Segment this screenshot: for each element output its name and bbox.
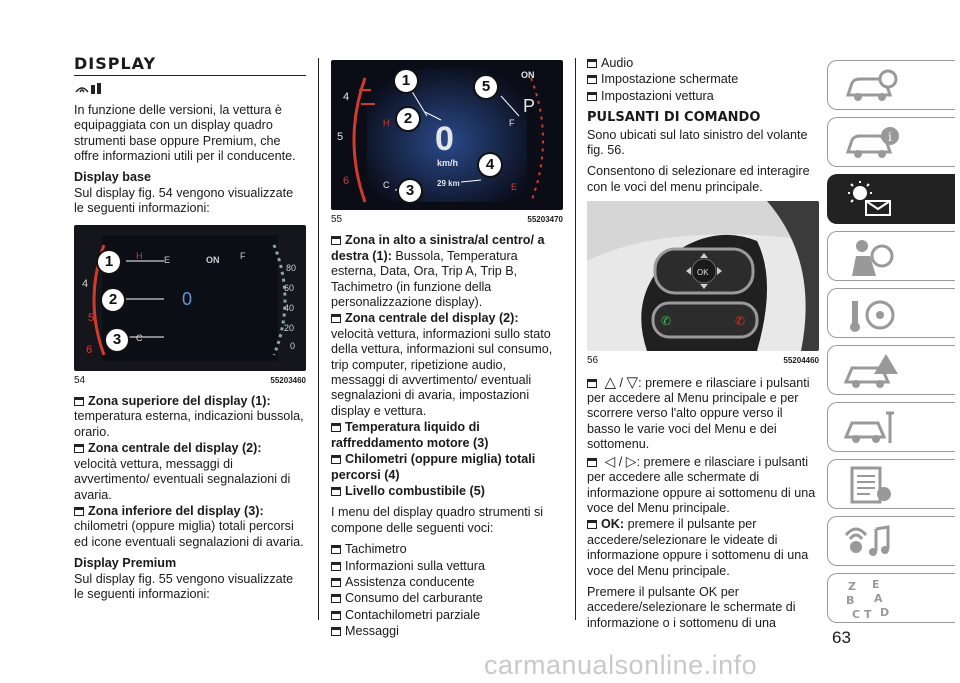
fig55-marker-2: 2: [395, 106, 421, 132]
zone-item-5: Livello combustibile (5): [331, 484, 563, 499]
zone-item-2: Zona centrale del display (2): velocità vettura, informazioni sullo stato della vettura, informazioni sul consumo, trip computer, ripetizione audio, messaggi di avvertimento/ eventuali segnalazioni di avaria, impostazioni display e vettura.: [331, 311, 553, 418]
menu-item: Contachilometri parziale: [331, 608, 563, 623]
svg-text:✆: ✆: [735, 314, 746, 329]
bullet-icon: [331, 594, 341, 603]
column-divider: [318, 58, 319, 620]
fig55-label-h: H: [383, 118, 390, 128]
zone-item-1: Zona in alto a sinistra/al centro/ a destra (1): Bussola, Temperatura esterna, Data, Ora, Trip A, Trip B, Tachimetro (in funzione della personalizzazione display).: [331, 233, 545, 310]
menu-intro: I menu del display quadro strumenti si compone delle seguenti voci:: [331, 505, 544, 535]
button-item-ok: OK: premere il pulsante per accedere/selezionare le videate di informazione oppure i sottomenu di una voce del Menu principale.: [587, 517, 809, 578]
ok-button: OK: [697, 268, 709, 278]
column-divider: [575, 58, 576, 620]
fig55-marker-3: 3: [397, 178, 423, 204]
figure-55-number: 55: [331, 214, 343, 225]
zone-item-2: Zona centrale del display (2): velocità vettura, messaggi di avvertimento/ eventuali segnalazioni di avaria.: [74, 441, 291, 502]
fig55-speed: 0: [435, 120, 454, 158]
key-steering-icon: [842, 293, 902, 335]
fig55-rpm-5: 5: [337, 131, 344, 143]
figure-54: [74, 225, 306, 371]
svg-text:C: C: [852, 608, 861, 620]
tab-key-steering[interactable]: [827, 288, 955, 338]
arrow-right-icon: ▷: [625, 452, 637, 469]
version-icon: [74, 82, 306, 100]
zone-item-1: Zona superiore del display (1): temperatura esterna, indicazioni bussola, orario.: [74, 394, 304, 439]
fig54-marker-2: 2: [100, 287, 126, 313]
tab-car-warning[interactable]: [827, 345, 955, 395]
fig54-rpm-6: 6: [86, 343, 93, 356]
bullet-icon: [587, 92, 597, 101]
figure-56-code: 55204460: [783, 356, 819, 366]
column-left: [74, 56, 306, 608]
index-icon: [842, 578, 902, 620]
seatbelt-airbag-icon: [842, 236, 902, 278]
light-message-icon: [842, 179, 902, 221]
buttons-location-text: Sono ubicati sul lato sinistro del volante fig. 56.: [587, 127, 808, 158]
base-text: Sul display fig. 54 vengono visualizzate le seguenti informazioni:: [74, 185, 294, 216]
tab-car-service[interactable]: [827, 402, 955, 452]
fig54-gauge-60: 60: [284, 282, 295, 293]
arrow-left-icon: ◁: [604, 452, 616, 469]
car-search-icon: [842, 65, 902, 107]
menu-item: Assistenza conducente: [331, 575, 563, 590]
base-heading: Display base: [74, 170, 152, 185]
page-number: 63: [832, 628, 851, 647]
figure-56-number: 56: [587, 355, 599, 367]
fig55-label-c: C: [383, 180, 390, 190]
figure-54-code: 55203460: [270, 375, 306, 385]
menu-item: Audio: [587, 56, 819, 71]
bullet-icon: [331, 545, 341, 554]
bullet-icon: [587, 458, 597, 467]
menu-item: Informazioni sulla vettura: [331, 559, 563, 574]
figure-55-code: 55203470: [527, 215, 563, 224]
svg-text:E: E: [872, 578, 880, 591]
fig54-label-f: F: [240, 250, 246, 261]
bullet-icon: [331, 423, 341, 432]
fig55-label-f: F: [509, 118, 515, 128]
figure-55-caption: [331, 212, 563, 227]
fig55-speed-unit: km/h: [437, 158, 459, 168]
tab-media[interactable]: [827, 516, 955, 566]
tab-light-message[interactable]: [827, 174, 955, 224]
fig54-rpm-5: 5: [88, 311, 95, 324]
car-warning-icon: [842, 350, 902, 392]
fig54-gauge-80: 80: [286, 262, 297, 273]
bullet-icon: [331, 487, 341, 496]
fig54-label-on: ON: [206, 254, 220, 265]
button-item-updown: △ / ▽: premere e rilasciare i pulsanti per accedere al Menu principale e per scorrere verso l'alto oppure verso il basso le varie voci del Menu e dei sottomenu.: [587, 373, 810, 452]
fig54-rpm-4: 4: [82, 277, 89, 290]
fig55-rpm-6: 6: [343, 175, 350, 187]
premium-text: Sul display fig. 55 vengono visualizzate le seguenti informazioni:: [74, 571, 294, 601]
figure-56: [587, 201, 819, 351]
media-icon: [842, 521, 902, 563]
figure-54-caption: [74, 373, 306, 388]
menu-item: Messaggi: [331, 624, 563, 639]
fig55-label-on: ON: [521, 70, 535, 80]
tab-car-info[interactable]: [827, 117, 955, 167]
fig54-marker-1: 1: [96, 249, 122, 275]
zone-item-3: Zona inferiore del display (3): chilometri (oppure miglia) totali percorsi ed icone eventuali segnalazioni di avaria.: [74, 503, 304, 549]
button-item-leftright: ◁ / ▷: premere e rilasciare i pulsanti per accedere alle schermate di informazione oppure ai sottomenu di una voce del Menu principale.: [587, 452, 816, 515]
car-service-icon: [842, 407, 902, 449]
ok-instruction-text: Premere il pulsante OK per accedere/selezionare le schermate di informazione o i sottomenu di una: [587, 584, 796, 630]
buttons-purpose-text: Consentono di selezionare ed interagire con le voci del menu principale.: [587, 164, 810, 194]
svg-text:✆: ✆: [661, 314, 672, 329]
svg-text:T: T: [864, 608, 872, 620]
intro-text: In funzione delle versioni, la vettura è equipaggiata con un display quadro strumenti base oppure Premium, che offre informazioni utili per il conducente.: [74, 102, 296, 164]
fig54-marker-3: 3: [104, 327, 130, 353]
bullet-icon: [331, 236, 341, 245]
fig55-rpm-4: 4: [343, 91, 350, 103]
bullet-icon: [74, 397, 84, 406]
tab-index[interactable]: [827, 573, 955, 623]
bullet-icon: [587, 75, 597, 84]
menu-item: Tachimetro: [331, 542, 563, 557]
section-heading: PULSANTI DI COMANDO: [587, 110, 761, 126]
bullet-icon: [331, 627, 341, 636]
fig54-gauge-0: 0: [290, 340, 296, 351]
watermark: carmanualsonline.info: [484, 650, 758, 680]
fig54-label-e: E: [164, 254, 171, 265]
figure-54-number: 54: [74, 374, 86, 386]
menu-item: Consumo del carburante: [331, 591, 563, 606]
bullet-icon: [74, 507, 84, 516]
svg-text:D: D: [880, 606, 890, 619]
svg-text:A: A: [874, 592, 883, 605]
fig54-label-h: H: [136, 250, 143, 261]
zone-item-3: Temperatura liquido di raffreddamento motore (3): [331, 420, 489, 450]
tab-specifications[interactable]: [827, 459, 955, 509]
arrow-down-icon: ▽: [626, 373, 639, 391]
premium-heading: Display Premium: [74, 556, 177, 571]
specifications-icon: [842, 464, 902, 506]
car-info-icon: [842, 122, 902, 164]
bullet-icon: [331, 578, 341, 587]
fig55-marker-4: 4: [477, 152, 503, 178]
bullet-icon: [331, 314, 341, 323]
bullet-icon: [331, 562, 341, 571]
bullet-icon: [587, 59, 597, 68]
figure-55: [331, 60, 563, 210]
svg-text:i: i: [888, 130, 892, 144]
bullet-icon: [74, 444, 84, 453]
arrow-up-icon: △: [604, 373, 617, 391]
bullet-icon: [587, 379, 597, 388]
fig55-label-p: P: [523, 96, 536, 116]
column-right: [587, 56, 819, 637]
figure-56-caption: [587, 353, 819, 368]
fig54-speed: 0: [182, 288, 193, 309]
bullet-icon: [331, 455, 341, 464]
bullet-icon: [587, 520, 597, 529]
fig55-label-e: E: [511, 182, 518, 192]
chapter-tabs: [827, 60, 957, 630]
page-title: DISPLAY: [74, 56, 306, 76]
menu-item: Impostazioni vettura: [587, 89, 819, 104]
fig54-gauge-40: 40: [284, 302, 295, 313]
tab-seatbelt-airbag[interactable]: [827, 231, 955, 281]
menu-item: Impostazione schermate: [587, 72, 819, 87]
zone-item-4: Chilometri (oppure miglia) totali percorsi (4): [331, 452, 536, 482]
fig55-odometer: 29 km: [437, 179, 460, 188]
fig55-marker-5: 5: [473, 74, 499, 100]
fig55-marker-1: 1: [393, 68, 419, 94]
fig54-label-c: C: [136, 332, 143, 343]
svg-text:B: B: [846, 594, 855, 607]
fig54-gauge-20: 20: [284, 322, 295, 333]
tab-car-search[interactable]: [827, 60, 955, 110]
bullet-icon: [331, 611, 341, 620]
svg-text:Z: Z: [848, 580, 856, 593]
column-middle: [331, 56, 563, 641]
